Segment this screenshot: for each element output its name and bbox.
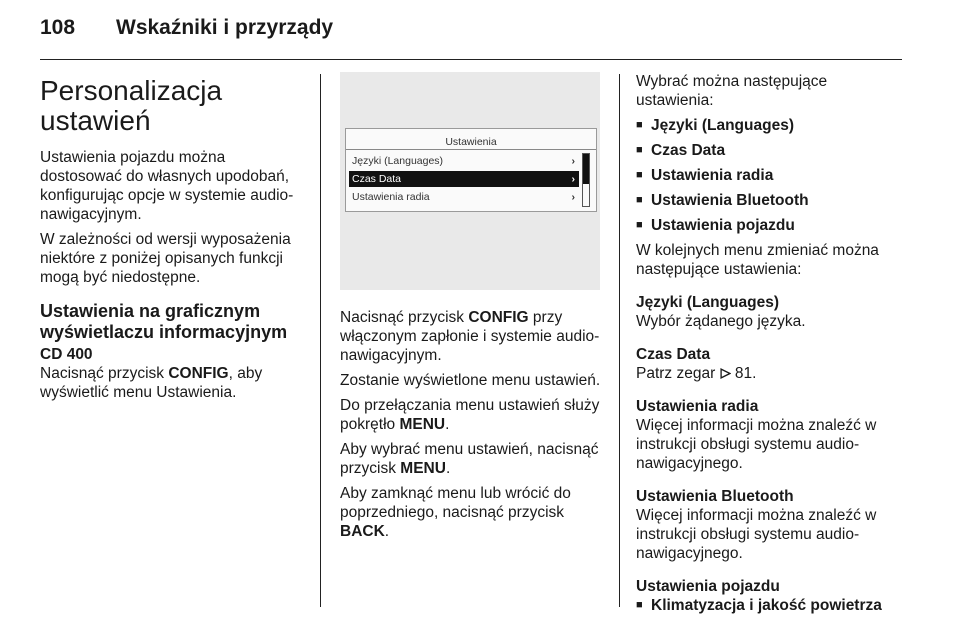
column-divider-1	[320, 74, 321, 607]
display-screen	[345, 128, 597, 212]
scrollbar	[582, 153, 590, 207]
text-run: przy włączonym zapłonie i systemie audio-nawigacyjnym.	[340, 309, 600, 364]
paragraph: W kolejnych menu zmieniać można następujące ustawienia:	[636, 242, 879, 278]
vehicle-settings-list	[636, 596, 904, 615]
menu-key-label: MENU	[399, 416, 446, 433]
menu-item-label: Ustawienia radia	[352, 191, 430, 203]
list-item: ■ Ustawienia radia	[636, 166, 904, 185]
column-1	[40, 72, 308, 408]
text-run: .	[445, 460, 451, 477]
settings-list	[636, 116, 904, 235]
screen-divider	[346, 149, 596, 150]
arrow-right-outline-icon	[720, 368, 731, 379]
chapter-title: Wskaźniki i przyrządy	[116, 16, 334, 39]
paragraph	[40, 364, 308, 402]
paragraph	[340, 484, 608, 541]
paragraph: Wybrać można następujące ustawienia:	[636, 73, 828, 109]
menu-item-languages	[349, 153, 579, 169]
paragraph	[340, 396, 608, 434]
paragraph	[340, 440, 608, 478]
page-header	[40, 16, 333, 40]
config-key-label: CONFIG	[468, 309, 529, 326]
setting-title-bluetooth: Ustawienia Bluetooth	[636, 488, 794, 505]
menu-item-label: Języki (Languages)	[352, 155, 444, 167]
list-item: ■ Ustawienia Bluetooth	[636, 191, 904, 210]
column-3	[636, 72, 904, 621]
paragraph: Ustawienia pojazdu można dostosować do własnych upodobań, konfigurując opcje w systemie audio-nawigacyjnym.	[40, 149, 294, 223]
page-reference[interactable]: 81.	[730, 365, 757, 382]
paragraph: Zostanie wyświetlone menu ustawień.	[340, 372, 601, 389]
text-run: .	[384, 523, 390, 540]
settings-screen-illustration	[340, 72, 600, 290]
text-run: Nacisnąć przycisk	[40, 365, 169, 382]
chevron-right-icon: ›	[571, 173, 575, 185]
scrollbar-thumb	[583, 154, 589, 184]
list-item: ■ Ustawienia pojazdu	[636, 216, 904, 235]
setting-title-time-date: Czas Data	[636, 346, 711, 363]
text-run: , aby wyświetlić menu Ustawienia.	[40, 365, 263, 401]
paragraph: Więcej informacji można znaleźć w instrukcji obsługi systemu audio-nawigacyjnego.	[636, 507, 877, 562]
page-number: 108	[40, 16, 76, 39]
menu-item-radio-settings	[349, 189, 579, 205]
text-run: Aby zamknąć menu lub wrócić do poprzedniego, nacisnąć przycisk	[340, 485, 571, 521]
text-run: .	[445, 416, 450, 433]
chevron-right-icon: ›	[571, 155, 575, 167]
text-run: Aby wybrać menu ustawień, nacisnąć przycisk	[340, 441, 599, 477]
paragraph: Wybór żądanego języka.	[636, 313, 806, 330]
menu-item-time-date	[349, 171, 579, 187]
list-item: ■ Czas Data	[636, 141, 904, 160]
paragraph	[636, 364, 904, 383]
section-title: Personalizacja ustawień	[40, 75, 223, 136]
paragraph	[340, 308, 608, 365]
column-divider-2	[619, 74, 620, 607]
config-key-label: CONFIG	[168, 365, 229, 382]
text-run: Nacisnąć przycisk	[340, 309, 469, 326]
setting-title-languages: Języki (Languages)	[636, 294, 779, 311]
list-item: ■ Języki (Languages)	[636, 116, 904, 135]
text-run: Do przełączania menu ustawień służy pokrętło	[340, 397, 600, 433]
paragraph: W zależności od wersji wyposażenia niektóre z poniżej opisanych funkcji mogą być niedostępne.	[40, 231, 291, 286]
subsection-title: Ustawienia na graficznym wyświetlaczu informacyjnym	[40, 301, 288, 342]
paragraph: Więcej informacji można znaleźć w instrukcji obsługi systemu audio-nawigacyjnego.	[636, 417, 877, 472]
list-item: ■ Klimatyzacja i jakość powietrza	[636, 596, 904, 615]
back-key-label: BACK	[340, 523, 385, 540]
column-2	[340, 72, 608, 547]
setting-title-radio: Ustawienia radia	[636, 398, 759, 415]
device-heading: CD 400	[40, 346, 93, 363]
screen-title: Ustawienia	[445, 136, 497, 148]
setting-title-vehicle: Ustawienia pojazdu	[636, 578, 780, 595]
chevron-right-icon: ›	[571, 191, 575, 203]
header-rule	[40, 59, 902, 60]
menu-key-label: MENU	[400, 460, 446, 477]
text-run: Patrz zegar	[636, 365, 720, 382]
menu-item-label: Czas Data	[352, 173, 402, 185]
